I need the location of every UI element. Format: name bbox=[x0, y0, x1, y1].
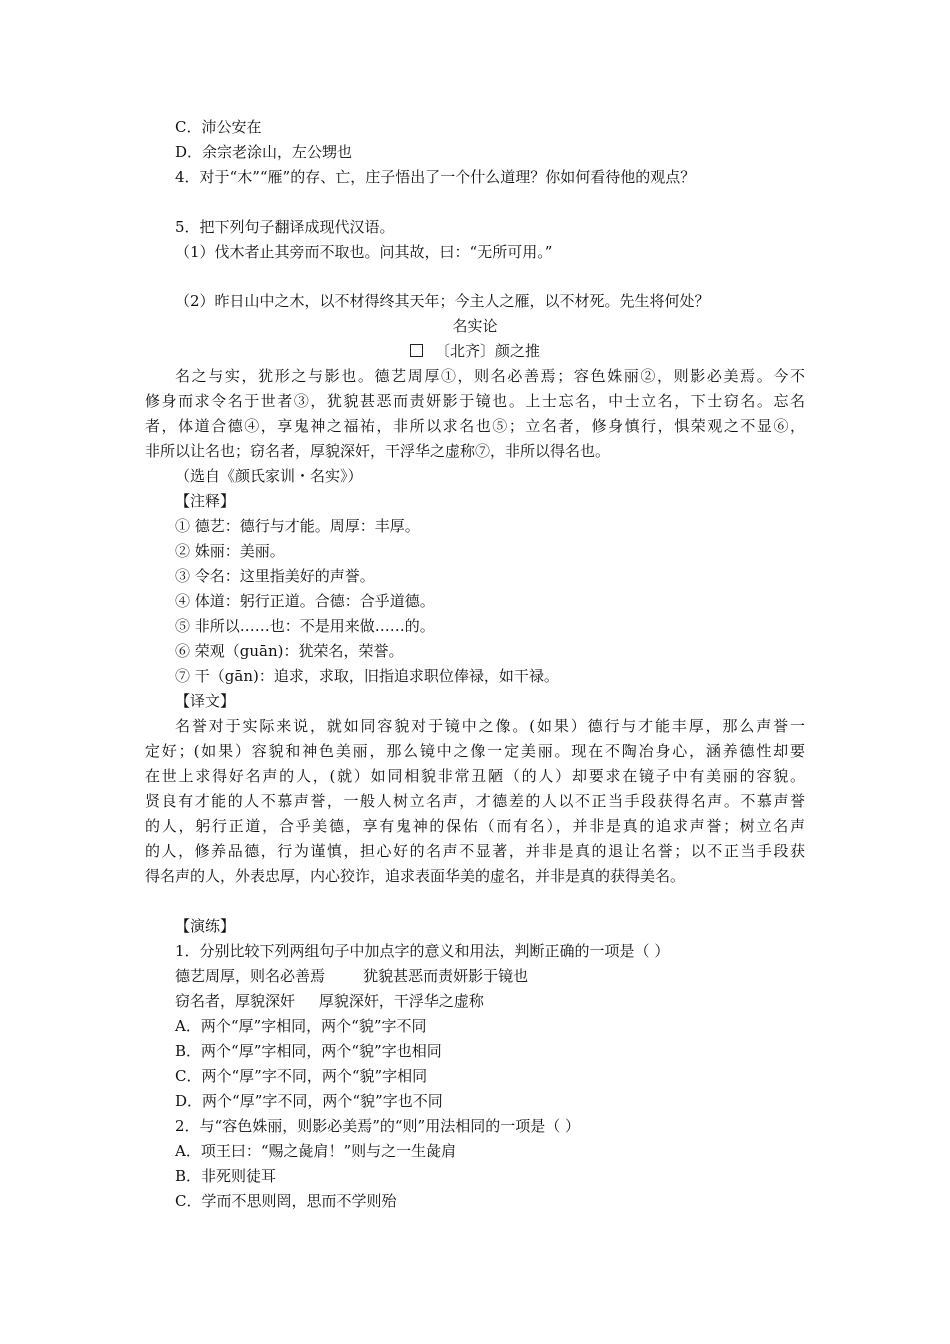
option-c: C．沛公安在 bbox=[175, 118, 262, 136]
exercise-heading: 【演练】 bbox=[175, 917, 236, 935]
exercise-q2-option: C．学而不思则罔，思而不学则殆 bbox=[175, 1192, 397, 1210]
exercise-q1-option: A．两个“厚”字相同，两个“貌”字不同 bbox=[175, 1017, 427, 1035]
translation-line: 名誉对于实际来说，就如同容貌对于镜中之像。(如果）德行与才能丰厚，那么声誉一 bbox=[175, 717, 805, 735]
note-item: ⑤ 非所以……也：不是用来做……的。 bbox=[175, 617, 435, 635]
note-item: ③ 令名：这里指美好的声誉。 bbox=[175, 567, 375, 585]
paragraph-line: 修身而求令名于世者③，犹貌甚恶而责妍影于镜也。上士忘名，中士立名，下士窃名。忘名 bbox=[145, 392, 805, 410]
translation-line: 贤良有才能的人不慕声誉，一般人树立名声，才德差的人以不正当手段获得名声。不慕声誉 bbox=[145, 792, 805, 810]
exercise-q1-option: D．两个“厚”字不同，两个“貌”字也不同 bbox=[175, 1092, 443, 1110]
exercise-q1-option: B．两个“厚”字相同，两个“貌”字也相同 bbox=[175, 1042, 442, 1060]
paragraph-line: 名之与实，犹形之与影也。德艺周厚①，则名必善焉；容色姝丽②，则影必美焉。今不 bbox=[175, 367, 805, 385]
translation-line: 的人，修养品德，行为谨慎，担心好的名声不显著，并非是真的退让名誉；以不正当手段获 bbox=[145, 842, 805, 860]
checkbox-square-icon bbox=[410, 344, 423, 357]
exercise-q2-option: B．非死则徒耳 bbox=[175, 1167, 277, 1185]
note-item: ② 姝丽：美丽。 bbox=[175, 542, 285, 560]
question-5-item: （2）昨日山中之木，以不材得终其天年；今主人之雁，以不材死。先生将何处？ bbox=[175, 292, 710, 310]
translation-line: 得名声的人，外表忠厚，内心狡诈，追求表面华美的虚名，并非是真的获得美名。 bbox=[145, 867, 686, 885]
article-author-line bbox=[0, 339, 950, 363]
note-item: ④ 体道：躬行正道。合德：合乎道德。 bbox=[175, 592, 435, 610]
exercise-q1-pair: 窃名者，厚貌深奸 厚貌深奸，干浮华之虚称 bbox=[175, 992, 484, 1010]
exercise-q1-pair: 德艺周厚，则名必善焉 犹貌甚恶而责妍影于镜也 bbox=[175, 967, 529, 985]
exercise-q1-option: C．两个“厚”字不同，两个“貌”字相同 bbox=[175, 1067, 428, 1085]
paragraph-line: 者，体道合德④，享鬼神之福祐，非所以求名也⑤；立名者，修身慎行，惧荣观之不显⑥， bbox=[145, 417, 805, 435]
paragraph-line: 非所以让名也；窃名者，厚貌深奸，干浮华之虚称⑦，非所以得名也。 bbox=[145, 442, 611, 460]
exercise-q2-option: A．项王曰：“赐之彘肩！”则与之一生彘肩 bbox=[175, 1142, 457, 1160]
article-title: 名实论 bbox=[452, 317, 498, 335]
translation-line: 定好；(如果）容貌和神色美丽，那么镜中之像一定美丽。现在不陶冶身心，涵养德性却要 bbox=[145, 742, 805, 760]
exercise-q2-prompt: 2．与“容色姝丽，则影必美焉”的“则”用法相同的一项是（ ） bbox=[175, 1117, 580, 1135]
exercise-q1-prompt: 1．分别比较下列两组句子中加点字的意义和用法，判断正确的一项是（ ） bbox=[175, 942, 670, 960]
translation-line: 在世上求得好名声的人，(就）如同相貌非常丑陋（的人）却要求在镜子中有美丽的容貌。 bbox=[145, 767, 805, 785]
question-4: 4．对于“木”“雁”的存、亡，庄子悟出了一个什么道理？你如何看待他的观点？ bbox=[175, 168, 696, 186]
note-item: ⑥ 荣观（guān)：犹荣名，荣誉。 bbox=[175, 642, 404, 660]
option-d: D．余宗老涂山，左公甥也 bbox=[175, 143, 353, 161]
article-source: （选自《颜氏家训・名实》） bbox=[175, 467, 363, 485]
translation-line: 的人，躬行正道，合乎美德，享有鬼神的保佑（而有名），并非是真的追求声誉；树立名声 bbox=[145, 817, 805, 835]
note-item: ① 德艺：德行与才能。周厚：丰厚。 bbox=[175, 517, 420, 535]
note-item: ⑦ 干（gān)：追求，求取，旧指追求职位俸禄，如干禄。 bbox=[175, 667, 559, 685]
translation-heading: 【译文】 bbox=[175, 692, 236, 710]
article-author: 〔北齐〕颜之推 bbox=[434, 342, 540, 360]
question-5-item: （1）伐木者止其旁而不取也。问其故，曰：“无所可用。” bbox=[175, 243, 553, 261]
question-5-prompt: 5．把下列句子翻译成现代汉语。 bbox=[175, 218, 395, 236]
notes-heading: 【注释】 bbox=[175, 492, 236, 510]
